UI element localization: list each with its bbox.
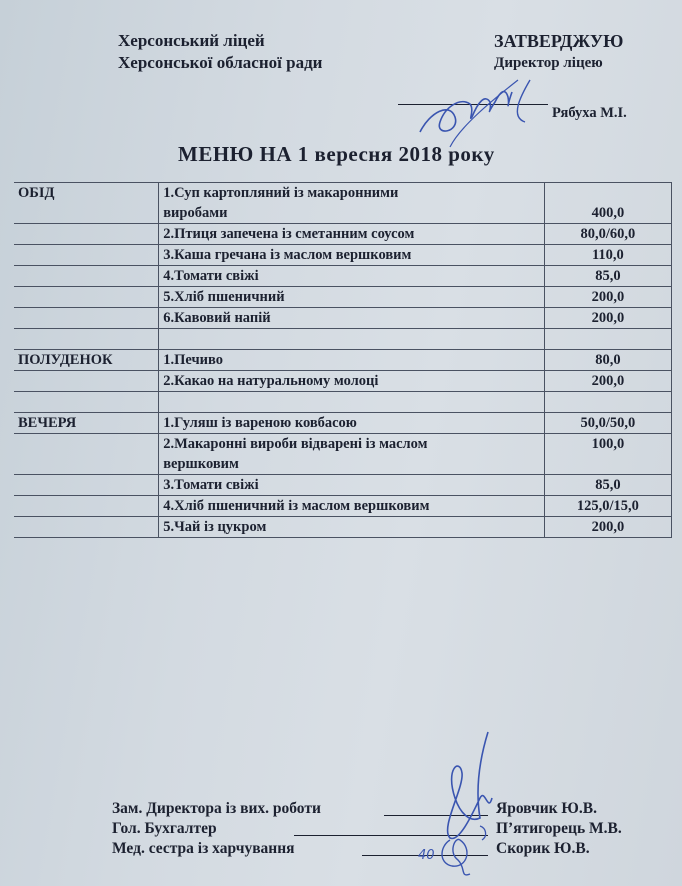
menu-row — [14, 350, 672, 371]
dish-name: 5.Хліб пшеничний — [159, 287, 545, 308]
portion-weight: 200,0 — [544, 308, 671, 329]
portion-weight: 200,0 — [544, 371, 671, 392]
dish-name: 2.Птиця запечена із сметанним соусом — [159, 224, 545, 245]
meal-category: ПОЛУДЕНОК — [14, 350, 159, 371]
menu-table — [14, 182, 672, 538]
dish-name: 2.Какао на натуральному молоці — [159, 371, 545, 392]
signature-name: П’ятигорець М.В. — [496, 820, 622, 837]
organization-line-1: Херсонський ліцей — [118, 31, 265, 50]
portion-weight: 80,0/60,0 — [544, 224, 671, 245]
menu-row — [14, 245, 672, 266]
meal-category-empty — [14, 371, 159, 392]
empty-cell — [14, 392, 159, 413]
dish-name: 1.Печиво — [159, 350, 545, 371]
portion-weight: 85,0 — [544, 266, 671, 287]
menu-row-continuation — [14, 203, 672, 224]
portion-weight: 85,0 — [544, 475, 671, 496]
signature-row — [112, 799, 672, 819]
empty-cell — [159, 392, 545, 413]
dish-name: 1.Гуляш із вареною ковбасою — [159, 413, 545, 434]
portion-weight: 110,0 — [544, 245, 671, 266]
portion-weight: 50,0/50,0 — [544, 413, 671, 434]
dish-name: 3.Томати свіжі — [159, 475, 545, 496]
menu-row — [14, 496, 672, 517]
page-title: МЕНЮ НА 1 вересня 2018 року — [178, 142, 495, 166]
meal-category-empty — [14, 454, 159, 475]
portion-weight: 200,0 — [544, 287, 671, 308]
signature-block — [112, 799, 672, 859]
meal-category-empty — [14, 434, 159, 455]
dish-name: 1.Суп картопляний із макаронними — [159, 183, 545, 204]
section-spacer — [14, 392, 672, 413]
dish-name: 2.Макаронні вироби відварені із маслом — [159, 434, 545, 455]
menu-row — [14, 287, 672, 308]
meal-category-empty — [14, 266, 159, 287]
menu-row — [14, 183, 672, 204]
meal-category-empty — [14, 224, 159, 245]
section-spacer — [14, 329, 672, 350]
approve-heading: ЗАТВЕРДЖУЮ — [494, 31, 624, 51]
menu-row — [14, 517, 672, 538]
signature-role: Гол. Бухгалтер — [112, 820, 217, 837]
menu-row — [14, 266, 672, 287]
meal-category-empty — [14, 308, 159, 329]
organization-line-2: Херсонської обласної ради — [118, 53, 323, 72]
meal-category-empty — [14, 245, 159, 266]
dish-name: 6.Кавовий напій — [159, 308, 545, 329]
dish-name-continuation: вершковим — [159, 454, 545, 475]
dish-name: 5.Чай із цукром — [159, 517, 545, 538]
dish-name-continuation: виробами — [159, 203, 545, 224]
staff-signatures — [400, 728, 510, 878]
meal-category-empty — [14, 287, 159, 308]
empty-cell — [544, 392, 671, 413]
portion-weight: 200,0 — [544, 517, 671, 538]
approver-title: Директор ліцею — [494, 55, 603, 71]
signature-name: Скорик Ю.В. — [496, 840, 590, 857]
signature-role: Мед. сестра із харчування — [112, 840, 295, 857]
meal-category-empty — [14, 203, 159, 224]
dish-name: 4.Хліб пшеничний із маслом вершковим — [159, 496, 545, 517]
signature-row — [112, 819, 672, 839]
empty-cell — [544, 329, 671, 350]
empty-cell — [159, 329, 545, 350]
meal-category: ОБІД — [14, 183, 159, 204]
dish-name: 3.Каша гречана із маслом вершковим — [159, 245, 545, 266]
menu-row — [14, 413, 672, 434]
portion-weight: 100,0 — [544, 434, 671, 455]
portion-weight — [544, 454, 671, 475]
approver-name: Рябуха М.І. — [552, 105, 627, 121]
meal-category: ВЕЧЕРЯ — [14, 413, 159, 434]
portion-weight: 80,0 — [544, 350, 671, 371]
menu-row — [14, 224, 672, 245]
signature-role: Зам. Директора із вих. роботи — [112, 800, 321, 817]
signature-name: Яровчик Ю.В. — [496, 800, 597, 817]
organization-block — [118, 30, 322, 74]
meal-category-empty — [14, 517, 159, 538]
menu-row — [14, 434, 672, 455]
dish-name: 4.Томати свіжі — [159, 266, 545, 287]
menu-row-continuation — [14, 454, 672, 475]
meal-category-empty — [14, 496, 159, 517]
meal-category-empty — [14, 475, 159, 496]
portion-weight: 400,0 — [544, 203, 671, 224]
menu-row — [14, 308, 672, 329]
menu-row — [14, 371, 672, 392]
nurse-handwritten-note: 40 — [418, 848, 435, 863]
approval-block — [494, 30, 623, 74]
signature-row — [112, 839, 672, 859]
empty-cell — [14, 329, 159, 350]
menu-row — [14, 475, 672, 496]
portion-weight: 125,0/15,0 — [544, 496, 671, 517]
portion-weight — [544, 183, 671, 204]
